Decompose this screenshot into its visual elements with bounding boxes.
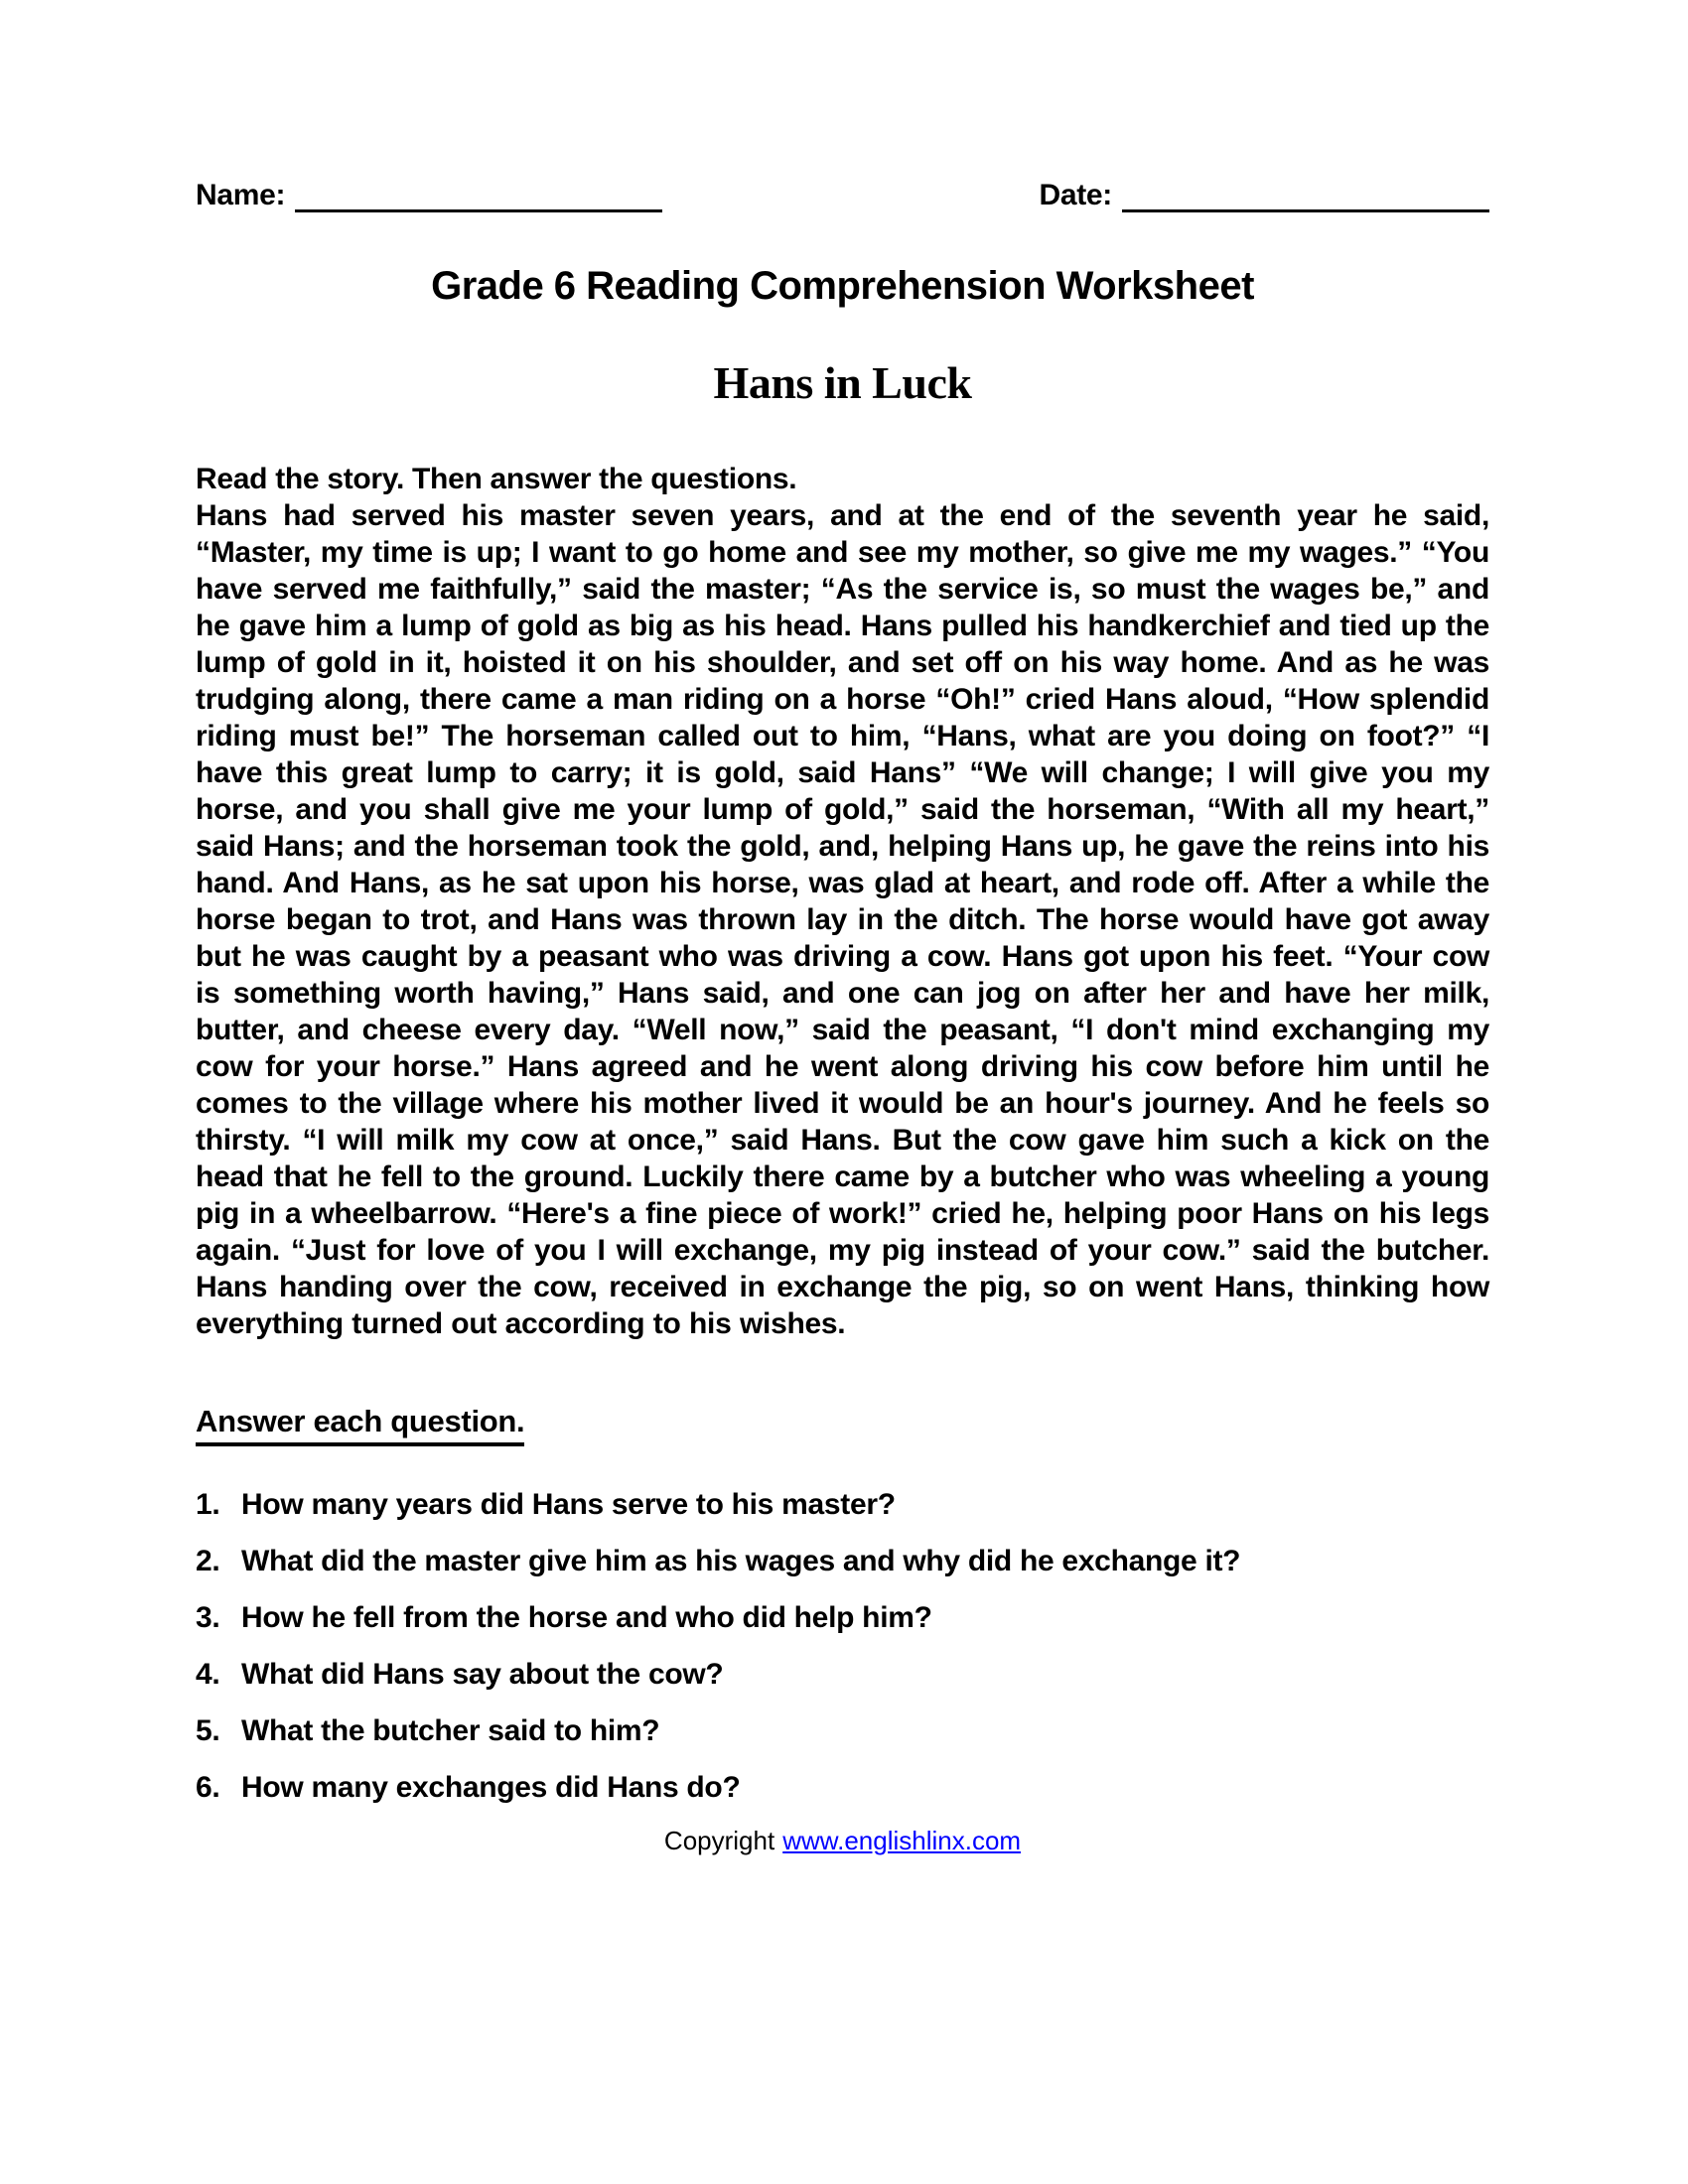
name-blank-line bbox=[295, 180, 662, 212]
question-number: 6. bbox=[196, 1771, 220, 1804]
question-item-6 bbox=[196, 1769, 1489, 1806]
header-row bbox=[196, 0, 1489, 212]
footer bbox=[196, 1826, 1489, 1856]
question-item-1 bbox=[196, 1486, 1489, 1523]
answer-heading-wrap bbox=[196, 1404, 1489, 1446]
worksheet-title: Grade 6 Reading Comprehension Worksheet bbox=[431, 264, 1254, 308]
question-item-3 bbox=[196, 1599, 1489, 1636]
date-field bbox=[1039, 179, 1489, 212]
question-number: 2. bbox=[196, 1545, 220, 1577]
question-number: 3. bbox=[196, 1601, 220, 1634]
question-text: How he fell from the horse and who did help him? bbox=[241, 1601, 932, 1634]
story-text: Hans had served his master seven years, and at the end of the seventh year he said, “Master, my time is up; I want to go home and see my mother, so give me my wages.” “You have served me faithfully,” said the master; “As the service is, so must the wages be,” and he gave him a lump of gold as big as his head. Hans pulled his handkerchief and tied up the lump of gold in it, hoisted it on his shoulder, and set off on his way home. And as he was trudging along, there came a man riding on a horse “Oh!” cried Hans aloud, “How splendid riding must be!” The horseman called out to him, “Hans, what are you doing on foot?” “I have this great lump to carry; it is gold, said Hans” “We will change; I will give you my horse, and you shall give me your lump of gold,” said the horseman, “With all my heart,” said Hans; and the horseman took the gold, and, helping Hans up, he gave the reins into his hand. And Hans, as he sat upon his horse, was glad at heart, and rode off. After a while the horse began to trot, and Hans was thrown lay in the ditch. The horse would have got away but he was caught by a peasant who was driving a cow. Hans got upon his feet. “Your cow is something worth having,” Hans said, and one can jog on after her and have her milk, butter, and cheese every day. “Well now,” said the peasant, “I don't mind exchanging my cow for your horse.” Hans agreed and he went along driving his cow before him until he comes to the village where his mother lived it would be an hour's journey. And he feels so thirsty. “I will milk my cow at once,” said Hans. But the cow gave him such a kick on the head that he fell to the ground. Luckily there came by a butcher who was wheeling a young pig in a wheelbarrow. “Here's a fine piece of work!” cried he, helping poor Hans on his legs again. “Just for love of you I will exchange, my pig instead of your cow.” said the butcher. Hans handing over the cow, received in exchange the pig, so on went Hans, thinking how everything turned out according to his wishes. bbox=[196, 499, 1489, 1340]
story-title: Hans in Luck bbox=[713, 357, 972, 408]
question-number: 4. bbox=[196, 1658, 220, 1691]
question-number: 5. bbox=[196, 1714, 220, 1747]
question-number: 1. bbox=[196, 1488, 220, 1521]
question-text: How many years did Hans serve to his master? bbox=[241, 1488, 896, 1521]
instructions-text: Read the story. Then answer the questions. bbox=[196, 463, 797, 495]
answer-heading: Answer each question. bbox=[196, 1404, 524, 1446]
question-item-5 bbox=[196, 1712, 1489, 1749]
question-text: How many exchanges did Hans do? bbox=[241, 1771, 741, 1804]
name-label: Name: bbox=[196, 179, 286, 211]
question-item-4 bbox=[196, 1656, 1489, 1693]
copyright-label: Copyright bbox=[663, 1826, 775, 1855]
question-text: What did the master give him as his wages and why did he exchange it? bbox=[241, 1545, 1241, 1577]
question-text: What did Hans say about the cow? bbox=[241, 1658, 724, 1691]
date-label: Date: bbox=[1039, 179, 1112, 211]
question-text: What the butcher said to him? bbox=[241, 1714, 660, 1747]
date-blank-line bbox=[1122, 180, 1489, 212]
name-field bbox=[196, 179, 662, 212]
question-item-2 bbox=[196, 1543, 1489, 1579]
copyright-link[interactable]: www.englishlinx.com bbox=[782, 1826, 1022, 1855]
questions-list bbox=[196, 1486, 1489, 1806]
